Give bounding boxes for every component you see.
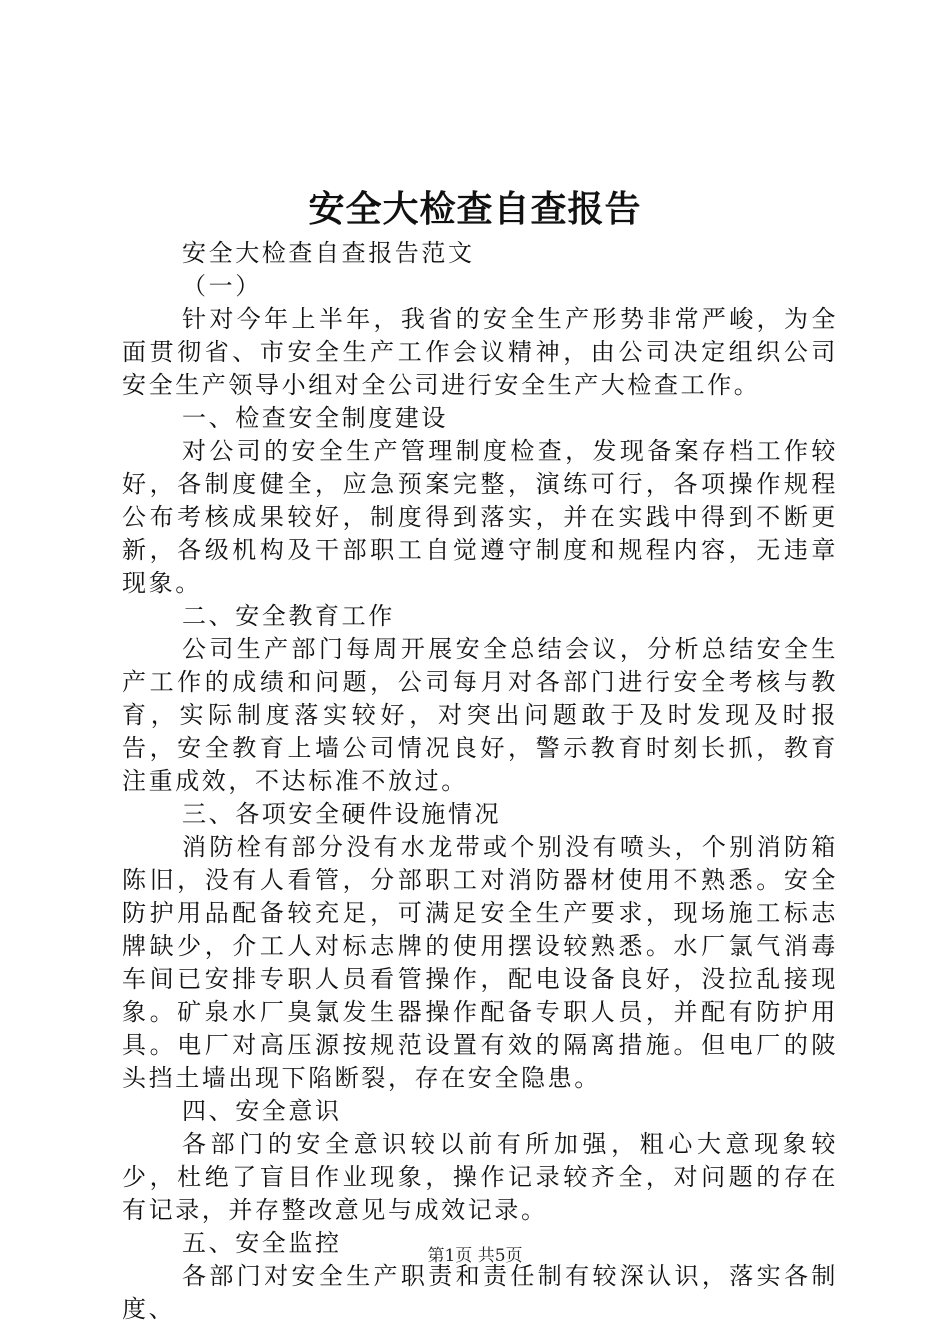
heading-safety-monitoring: 五、安全监控 (182, 1229, 342, 1257)
heading-safety-education: 二、安全教育工作 (182, 602, 395, 630)
intro-paragraph: 针对今年上半年，我省的安全生产形势非常严峻，为全面贯彻省、市安全生产工作会议精神，由公司决定组织公司安全生产领导小组对全公司进行安全生产大检查工作。 (122, 305, 838, 399)
paragraph-safety-education: 公司生产部门每周开展安全总结会议，分析总结安全生产工作的成绩和问题，公司每月对各部门进行安全考核与教育，实际制度落实较好，对突出问题敢于及时发现及时报告，安全教育上墙公司情况良好，警示教育时刻长抓，教育注重成效，不达标准不放过。 (122, 635, 838, 795)
page-footer: 第1页 共5页 (427, 1246, 523, 1266)
paragraph-safety-monitoring: 各部门对安全生产职责和责任制有较深认识，落实各制度、 (122, 1262, 838, 1323)
document-title: 安全大检查自查报告 (308, 188, 642, 230)
paragraph-safety-system: 对公司的安全生产管理制度检查，发现备案存档工作较好，各制度健全，应急预案完整，演练可行，各项操作规程公布考核成果较好，制度得到落实，并在实践中得到不断更新，各级机构及干部职工自觉遵守制度和规程内容，无违章现象。 (122, 437, 838, 597)
section-number: （一） (182, 272, 262, 300)
document-body (122, 237, 838, 1326)
heading-safety-awareness: 四、安全意识 (182, 1097, 342, 1125)
paragraph-hardware-facilities: 消防栓有部分没有水龙带或个别没有喷头，个别消防箱陈旧，没有人看管，分部职工对消防器材使用不熟悉。安全防护用品配备较充足，可满足安全生产要求，现场施工标志牌缺少，介工人对标志牌的使用摆设较熟悉。水厂氯气消毒车间已安排专职人员看管操作，配电设备良好，没拉乱接现象。矿泉水厂臭氯发生器操作配备专职人员，并配有防护用具。电厂对高压源按规范设置有效的隔离措施。但电厂的陂头挡土墙出现下陷断裂，存在安全隐患。 (122, 833, 838, 1092)
subtitle-paragraph: 安全大检查自查报告范文 (182, 239, 475, 267)
paragraph-safety-awareness: 各部门的安全意识较以前有所加强，粗心大意现象较少，杜绝了盲目作业现象，操作记录较齐全，对问题的存在有记录，并存整改意见与成效记录。 (122, 1130, 838, 1224)
heading-hardware-facilities: 三、各项安全硬件设施情况 (182, 800, 502, 828)
heading-safety-system: 一、检查安全制度建设 (182, 404, 448, 432)
